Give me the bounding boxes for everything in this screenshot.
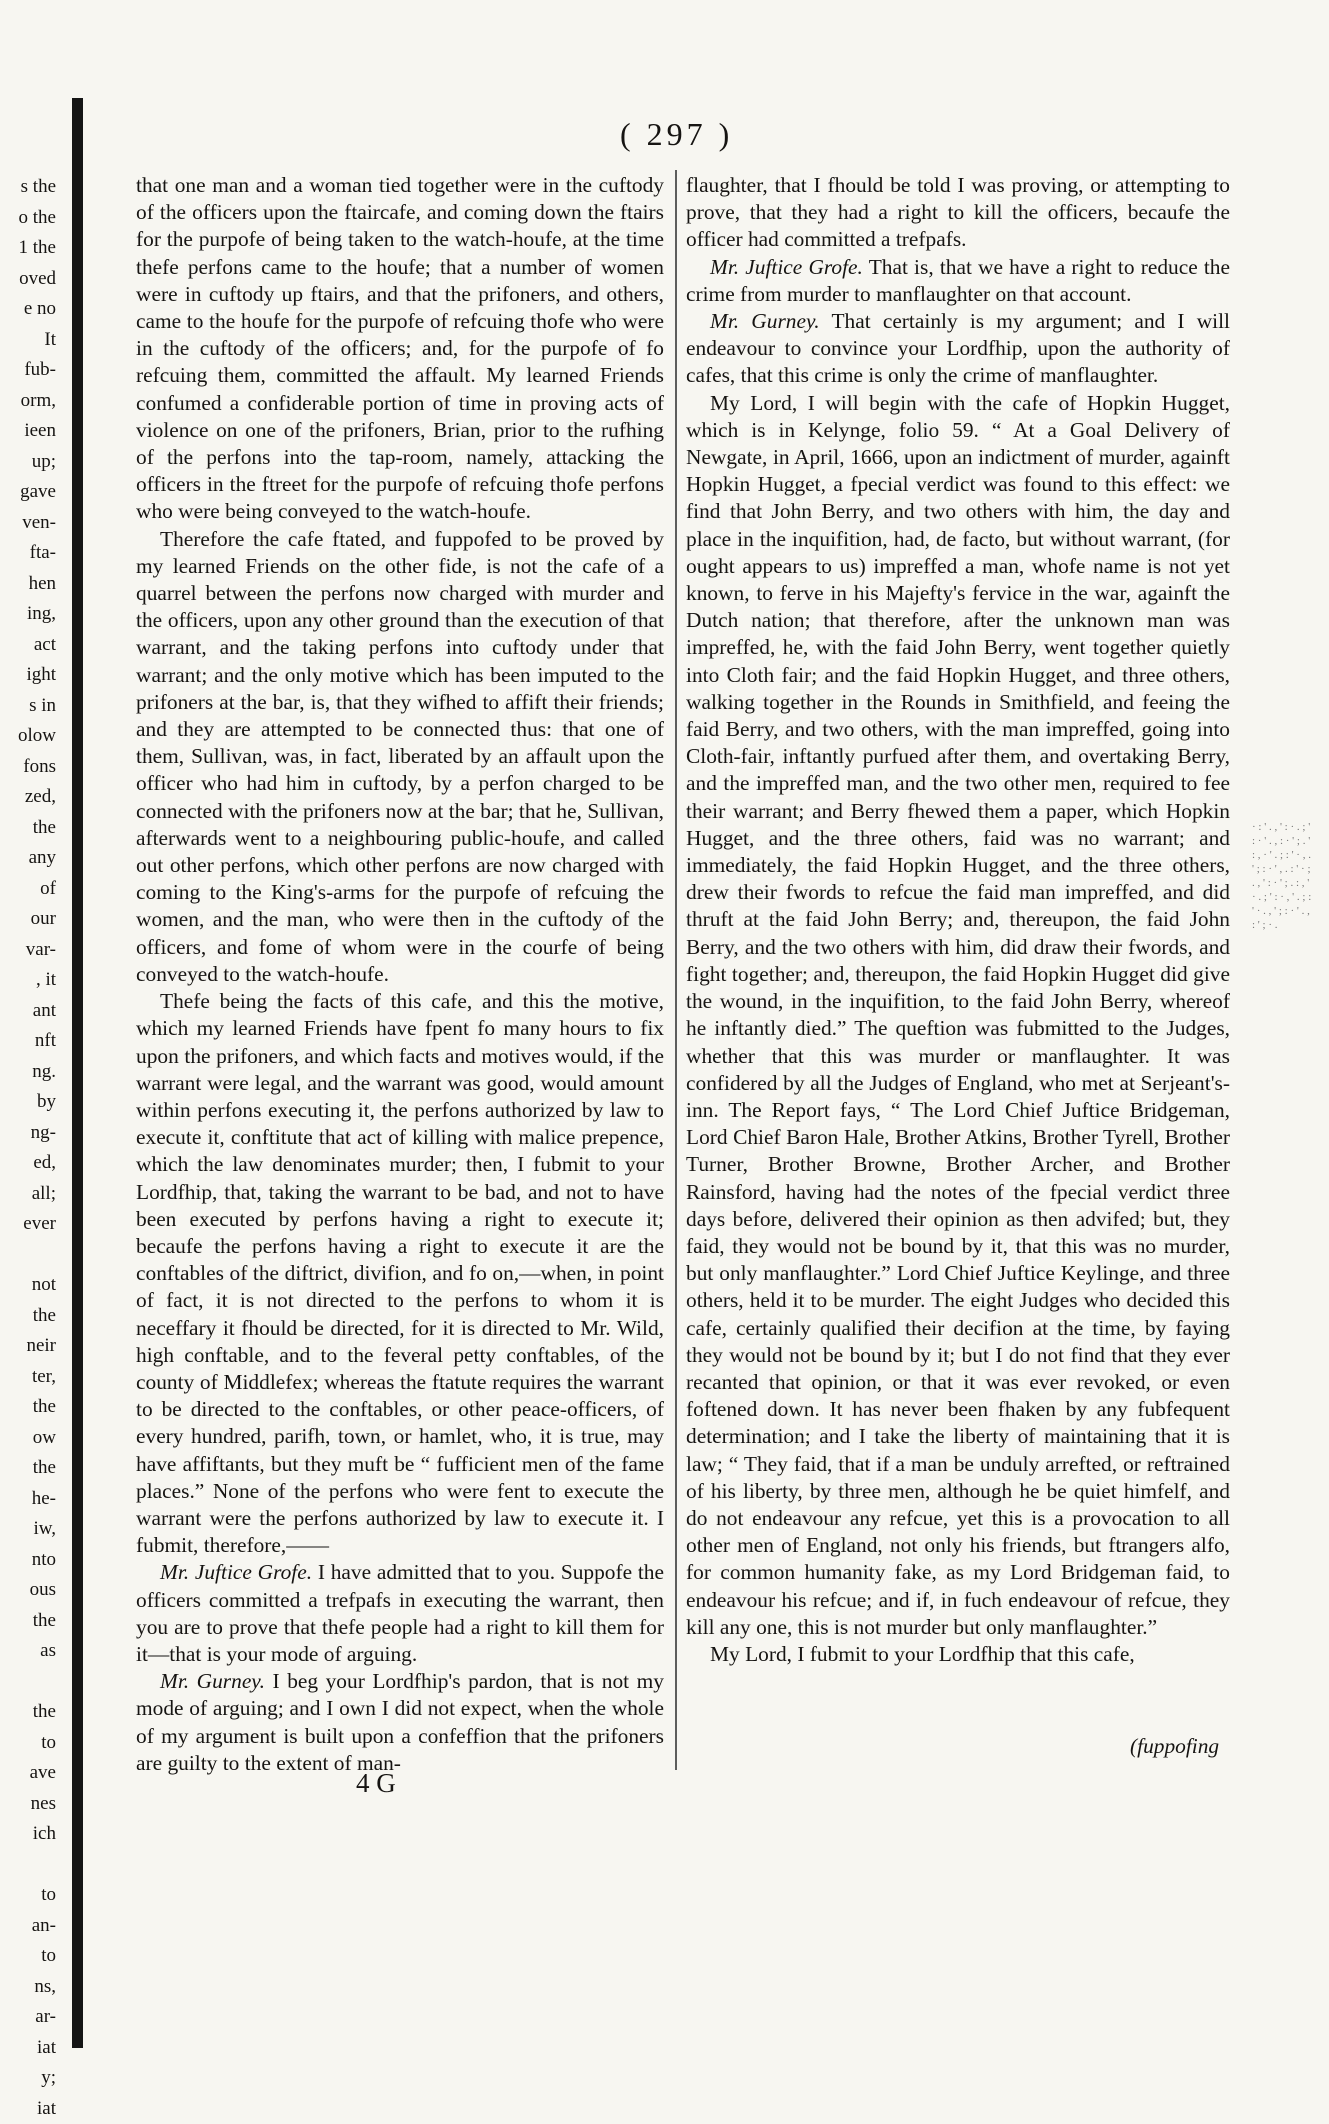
paragraph	[686, 172, 1230, 254]
paragraph-text: I have admitted that to you. Suppofe the officers committed a trefpafs in executing the warrant, then you are to prove that thefe people had a right to kill them for it—that is your mode of arguing.	[136, 1560, 664, 1666]
paragraph-text: Thefe being the facts of this cafe, and this the motive, which my learned Friends have fpent fo many hours to fix upon the prifoners, and which facts and motives would, if the warrant were legal, and the warrant was good, would amount within perfons executing it, the perfons authorized by law to execute it, conftitute that act of killing with malice prepence, which the law denominates murder; then, I fubmit to your Lordfhip, that, taking the warrant to be bad, and not to have been executed by perfons having a right to execute it; becaufe the perfons having a right to execute it are the conftables of the diftrict, divifion, and fo on,—when, in point of fact, it is not directed to the perfons to whom it is neceffary it fhould be directed, for it is directed to Mr. Wild, high conftable, and to the feveral petty conftables, of the county of Middlefex; whereas the ftatute requires the warrant to be directed to the conftables, or other peace-officers, of every hundred, parifh, town, or hamlet, who, it is true, may have affiftants, but they muft be “ fufficient men of the fame places.” None of the perfons who were fent to execute the warrant were the perfons authorized by law to execute it. I fubmit, therefore,——	[136, 989, 664, 1557]
margin-fragment: y;	[0, 2063, 60, 2094]
margin-fragment: to	[0, 1941, 60, 1972]
margin-fragment: nft	[0, 1026, 60, 1057]
margin-fragment: fons	[0, 752, 60, 783]
margin-fragment: oved	[0, 264, 60, 295]
paragraph-text: Therefore the cafe ftated, and fuppofed to be proved by my learned Friends on the other fide, is not the cafe of a quarrel between the perfons now charged with murder and the officers, upon any other ground than the execution of that warrant, and the taking perfons into cuftody under that warrant; and the only motive which has been imputed to the prifoners at the bar, is, that they wifhed to affift their friends; and they are attempted to be connected thus: that one of them, Sullivan, was, in fact, liberated by an affault upon the officer who had him in cuftody, by a perfon charged to be connected with the prifoners now at the bar; that he, Sullivan, afterwards went to a neighbouring public-houfe, and called out other perfons, which other perfons are now charged with coming to the King's-arms for the purpofe of refcuing the women, and the man, who were then in the cuftody of the officers, and fome of whom were in the courfe of being conveyed to the watch-houfe.	[136, 527, 664, 986]
margin-fragment: o the	[0, 203, 60, 234]
paragraph	[136, 1559, 664, 1668]
margin-fragment: nto	[0, 1545, 60, 1576]
left-column	[136, 172, 664, 1777]
margin-fragment: not	[0, 1270, 60, 1301]
margin-fragment: fta-	[0, 538, 60, 569]
margin-fragment: fub-	[0, 355, 60, 386]
margin-fragment: ever	[0, 1209, 60, 1240]
margin-fragment: gave	[0, 477, 60, 508]
margin-fragment: ave	[0, 1758, 60, 1789]
margin-fragment: ight	[0, 660, 60, 691]
margin-fragment: to	[0, 1728, 60, 1759]
margin-fragment: the	[0, 1453, 60, 1484]
margin-fragment: ter,	[0, 1362, 60, 1393]
margin-fragment: orm,	[0, 386, 60, 417]
margin-fragment	[0, 1667, 60, 1698]
margin-fragment: the	[0, 1392, 60, 1423]
paragraph	[136, 526, 664, 988]
margin-fragment: var-	[0, 935, 60, 966]
margin-fragment	[0, 1240, 60, 1271]
margin-fragment: any	[0, 843, 60, 874]
paragraph	[686, 1641, 1230, 1668]
margin-fragment: olow	[0, 721, 60, 752]
speaker-name: Mr. Gurney.	[710, 309, 820, 333]
paragraph-text: My Lord, I will begin with the cafe of Hopkin Hugget, which is in Kelynge, folio 59. “ At a Goal Delivery of Newgate, in April, 1666, upon an indictment of murder, againft Hopkin Hugget, a fpecial verdict was found to this effect: we find that John Berry, and two others with him, the day and place in the inquifition, had, de facto, but without warrant, (for ought appears to us) impreffed a man, whofe name is not yet known, to ferve in his Majefty's fervice in the war, againft the Dutch nation; that therefore, after the unknown man was impreffed, he, with the faid John Berry, went together quietly into Cloth fair; and the faid Hopkin Hugget, and three others, walking together in the Rounds in Smithfield, and feeing the faid Berry, and two others, with the man impreffed, going into Cloth-fair, inftantly purfued after them, and overtaking Berry, and the impreffed man, and the two other men, required to fee their warrant; and Berry fhewed them a paper, which Hopkin Hugget, and the three others, faid was no warrant; and immediately, the faid Hopkin Hugget, and the three others, drew their fwords to refcue the faid man impreffed, and did thruft at the faid John Berry; and, thereupon, the faid John Berry, and the two others with him, did draw their fwords, and fight together; and, thereupon, the faid Hopkin Hugget did give the wound, in the inquifition, to the faid John Berry, whereof he inftantly died.” The queftion was fubmitted to the Judges, whether that this was murder or manflaughter. It was confidered by all the Judges of England, who met at Serjeant's-inn. The Report fays, “ The Lord Chief Juftice Bridgeman, Lord Chief Baron Hale, Brother Atkins, Brother Tyrell, Brother Turner, Brother Browne, Brother Archer, and Brother Rainsford, having had the notes of the fpecial verdict three days before, delivered their opinion as then advifed; but, they faid, they would not be bound by it, that this was no murder, but only manflaughter.” Lord Chief Juftice Keylinge, and three others, held it to be murder. The eight Judges who decided this cafe, certainly qualified their decifion at the time, by faying they would not be bound by it; but I do not find that they ever recanted that opinion, or that it was ever revoked, or even foftened down. It has never been fhaken by any fubfequent determination; and I take the liberty of maintaining that it is law; “ They faid, that if a man be unduly arrefted, or reftrained of his liberty, by three men, although he be quiet himfelf, and do not endeavour any refcue, yet this is a provocation to all other men of England, not only his friends, but ftrangers alfo, for common humanity fake, as my Lord Bridgeman faid, to endeavour his refcue; and if, in fuch endeavour of refcue, they kill any one, this is not murder but only manflaughter.”	[686, 391, 1230, 1639]
margin-fragment: ng-	[0, 1118, 60, 1149]
margin-fragment: It	[0, 325, 60, 356]
paragraph	[686, 308, 1230, 390]
margin-fragment: ven-	[0, 508, 60, 539]
margin-fragment: up;	[0, 447, 60, 478]
margin-fragment: ng.	[0, 1057, 60, 1088]
margin-fragment: ieen	[0, 416, 60, 447]
margin-fragment: to	[0, 1880, 60, 1911]
right-column	[686, 172, 1230, 1668]
margin-fragment: act	[0, 630, 60, 661]
margin-fragment: an-	[0, 1911, 60, 1942]
margin-fragment: by	[0, 1087, 60, 1118]
margin-fragment: zed,	[0, 782, 60, 813]
catchword: (fuppofing	[1130, 1734, 1219, 1759]
paragraph-text: that one man and a woman tied together were in the cuftody of the officers upon the ftaircafe, and coming down the ftairs for the purpofe of being taken to the watch-houfe, at the time thefe perfons came to the houfe; that a number of women were in cuftody up ftairs, and that the prifoners, and others, came to the houfe for the purpofe of refcuing thofe who were in the cuftody of the officers; and, for the purpofe of fo refcuing them, committed the affault. My learned Friends confumed a confiderable portion of time in proving acts of violence on one of the prifoners, Brian, prior to the rufhing of the perfons into the tap-room, namely, attacking the officers in the ftreet for the purpofe of refcuing thofe perfons who were being conveyed to the watch-houfe.	[136, 173, 664, 523]
margin-fragment: , it	[0, 965, 60, 996]
margin-fragment: ns,	[0, 1972, 60, 2003]
margin-fragment: ar-	[0, 2002, 60, 2033]
page-number: ( 297 )	[620, 116, 733, 153]
speaker-name: Mr. Juftice Grofe.	[710, 255, 863, 279]
margin-fragment: iw,	[0, 1514, 60, 1545]
margin-fragment: the	[0, 1301, 60, 1332]
right-margin-speckle: · : ' . , ' : · . ; ' : · ' . , : · ' ; . ' : , · ' . ; : ' · , . ' ; : · ' , . : ' · ; . , ' : · ' ; . : , ' · . ; ' : · , ' . ; : ' · . , ' ; : · ' . , : ' ; · .	[1252, 820, 1312, 1700]
margin-fragment: s the	[0, 172, 60, 203]
binding-gutter-rule	[72, 98, 83, 2048]
margin-fragment: e no	[0, 294, 60, 325]
margin-fragment: ed,	[0, 1148, 60, 1179]
margin-fragment: all;	[0, 1179, 60, 1210]
margin-fragment: ow	[0, 1423, 60, 1454]
margin-fragment: s in	[0, 691, 60, 722]
paragraph-text: I beg your Lordfhip's pardon, that is not my mode of arguing; and I own I did not expect, when the whole of my argument is built upon a confeffion that the prifoners are guilty to the extent of man-	[136, 1669, 664, 1775]
margin-fragment: the	[0, 1697, 60, 1728]
paragraph	[136, 988, 664, 1559]
margin-fragment: iat	[0, 2033, 60, 2064]
column-divider	[675, 170, 677, 1770]
signature-mark: 4 G	[356, 1768, 396, 1799]
margin-fragment: ich	[0, 1819, 60, 1850]
margin-fragment: iat	[0, 2094, 60, 2124]
margin-fragment: of	[0, 874, 60, 905]
paragraph	[136, 172, 664, 526]
margin-fragment: ing,	[0, 599, 60, 630]
margin-fragment: 1 the	[0, 233, 60, 264]
paragraph	[686, 254, 1230, 308]
margin-fragment: ant	[0, 996, 60, 1027]
margin-fragment: ous	[0, 1575, 60, 1606]
margin-fragment: the	[0, 813, 60, 844]
margin-fragment: he-	[0, 1484, 60, 1515]
speaker-name: Mr. Gurney.	[160, 1669, 265, 1693]
margin-fragment: our	[0, 904, 60, 935]
paragraph-text: That certainly is my argument; and I will endeavour to convince your Lordfhip, upon the authority of cafes, that this crime is only the crime of manflaughter.	[686, 309, 1230, 387]
margin-fragment: hen	[0, 569, 60, 600]
paragraph	[686, 390, 1230, 1641]
margin-fragment: the	[0, 1606, 60, 1637]
margin-fragment: nes	[0, 1789, 60, 1820]
left-margin-fragments	[0, 172, 60, 2124]
margin-fragment	[0, 1850, 60, 1881]
paragraph	[136, 1668, 664, 1777]
speaker-name: Mr. Juftice Grofe.	[160, 1560, 312, 1584]
margin-fragment: neir	[0, 1331, 60, 1362]
paragraph-text: My Lord, I fubmit to your Lordfhip that this cafe,	[710, 1642, 1135, 1666]
margin-fragment: as	[0, 1636, 60, 1667]
paragraph-text: That is, that we have a right to reduce the crime from murder to manflaughter on that account.	[686, 255, 1230, 306]
paragraph-text: flaughter, that I fhould be told I was proving, or attempting to prove, that they had a right to kill the officers, becaufe the officer had committed a trefpafs.	[686, 173, 1230, 251]
